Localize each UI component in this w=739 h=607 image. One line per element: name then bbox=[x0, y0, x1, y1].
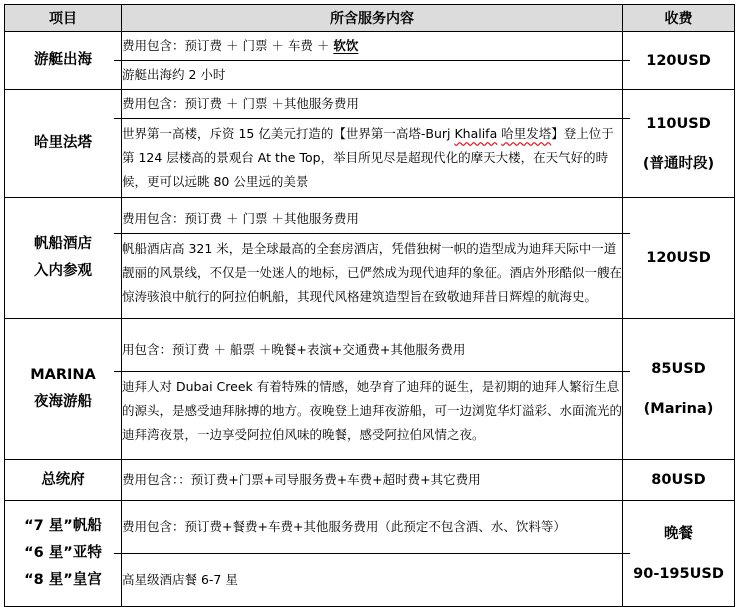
service-include: 费用包含：预订费+餐费+车费+其他服务费用（此预定不包含酒、水、饮料等） bbox=[122, 519, 566, 534]
service-include bbox=[122, 32, 622, 60]
table-row bbox=[5, 319, 735, 460]
service-include: 费用包含：预订费 ＋ 门票 ＋其他服务费用 bbox=[122, 96, 359, 111]
price-cell bbox=[623, 32, 735, 90]
price-value: 110USD bbox=[646, 115, 711, 132]
item-name: 哈里法塔 bbox=[34, 135, 92, 151]
item-name-line2: “6 星”亚特 bbox=[24, 545, 102, 561]
price-cell bbox=[623, 198, 735, 319]
price-value: 90-195USD bbox=[633, 565, 724, 582]
price-label: 晚餐 bbox=[664, 525, 693, 542]
header-row bbox=[5, 5, 735, 32]
service-include: 用包含：预订费 ＋ 船票 ＋晚餐+表演+交通费+其他服务费用 bbox=[122, 341, 466, 357]
table-row bbox=[5, 32, 735, 90]
item-cell bbox=[5, 501, 122, 607]
price-note: (Marina) bbox=[643, 401, 714, 417]
table-row bbox=[5, 460, 735, 501]
service-cell bbox=[122, 90, 623, 198]
item-cell bbox=[5, 319, 122, 460]
item-name-line3: “8 星”皇宫 bbox=[24, 572, 102, 588]
header-item: 项目 bbox=[5, 5, 122, 32]
item-cell bbox=[5, 32, 122, 90]
table-row bbox=[5, 90, 735, 198]
price-note: (普通时段) bbox=[642, 155, 715, 172]
service-include: 费用包含：预订费 ＋ 门票 ＋其他服务费用 bbox=[122, 210, 359, 226]
price-cell bbox=[623, 501, 735, 607]
service-include: 费用包含：：预订费+门票+司导服务费+车费+超时费+其它费用 bbox=[122, 472, 481, 487]
item-name-line2: 夜海游船 bbox=[34, 394, 92, 410]
table-row bbox=[5, 501, 735, 607]
item-name: 游艇出海 bbox=[34, 52, 92, 68]
price-value: 120USD bbox=[646, 52, 711, 69]
price-value: 85USD bbox=[651, 361, 706, 377]
service-cell bbox=[122, 32, 623, 90]
service-cell bbox=[122, 501, 623, 607]
service-description: 迪拜人对 Dubai Creek 有着特殊的情感，她孕育了迪拜的诞生，是初期的迪拜人繁衍生息的源头，是感受迪拜脉搏的地方。夜晚登上迪拜夜游船，可一边浏览华灯溢彩、水面流光的迪拜湾夜景，一边享受阿拉伯风味的晚餐，感受阿拉伯风情之夜。 bbox=[114, 371, 630, 450]
item-name: 帆船酒店 bbox=[34, 236, 92, 252]
item-cell bbox=[5, 198, 122, 319]
price-value: 80USD bbox=[651, 472, 706, 488]
item-cell bbox=[5, 90, 122, 198]
price-value: 120USD bbox=[646, 250, 711, 266]
service-description: 高星级酒店餐 6-7 星 bbox=[114, 553, 630, 606]
service-cell bbox=[122, 198, 623, 319]
price-cell bbox=[623, 319, 735, 460]
include-highlight: 软饮 bbox=[333, 38, 359, 53]
item-name-line2: 入内参观 bbox=[34, 263, 92, 279]
item-name: 总统府 bbox=[41, 471, 85, 488]
header-service: 所含服务内容 bbox=[122, 5, 623, 32]
table-row bbox=[5, 198, 735, 319]
item-name: “7 星”帆船 bbox=[24, 518, 102, 534]
price-cell bbox=[623, 460, 735, 501]
service-cell bbox=[122, 460, 623, 501]
service-description: 帆船酒店高 321 米，是全球最高的全套房酒店，凭借独树一帜的造型成为迪拜天际中一道靓丽的风景线，不仅是一处迷人的地标，已俨然成为现代迪拜的象征。酒店外形酷似一艘在惊涛骇浪中航行的阿拉伯帆船，其现代风格建筑造型旨在致敬迪拜昔日辉煌的航海史。 bbox=[114, 233, 630, 312]
header-price: 收费 bbox=[623, 5, 735, 32]
item-cell bbox=[5, 460, 122, 501]
service-description: 世界第一高楼，斥资 15 亿美元打造的【世界第一高塔-Burj Khalifa 哈里发塔】登上位于第 124 层楼高的景观台 At the Top，举目所见尽是超现代化的摩天大楼，在天气好的時候，更可以远眺 80 公里远的美景 bbox=[114, 118, 630, 197]
item-name: MARINA bbox=[30, 367, 96, 383]
pricing-table bbox=[4, 4, 735, 607]
include-text: 费用包含：预订费 ＋ 门票 ＋ 车费 ＋ bbox=[122, 38, 334, 53]
price-cell bbox=[623, 90, 735, 198]
service-description: 游艇出海约 2 小时 bbox=[114, 60, 630, 89]
service-cell bbox=[122, 319, 623, 460]
